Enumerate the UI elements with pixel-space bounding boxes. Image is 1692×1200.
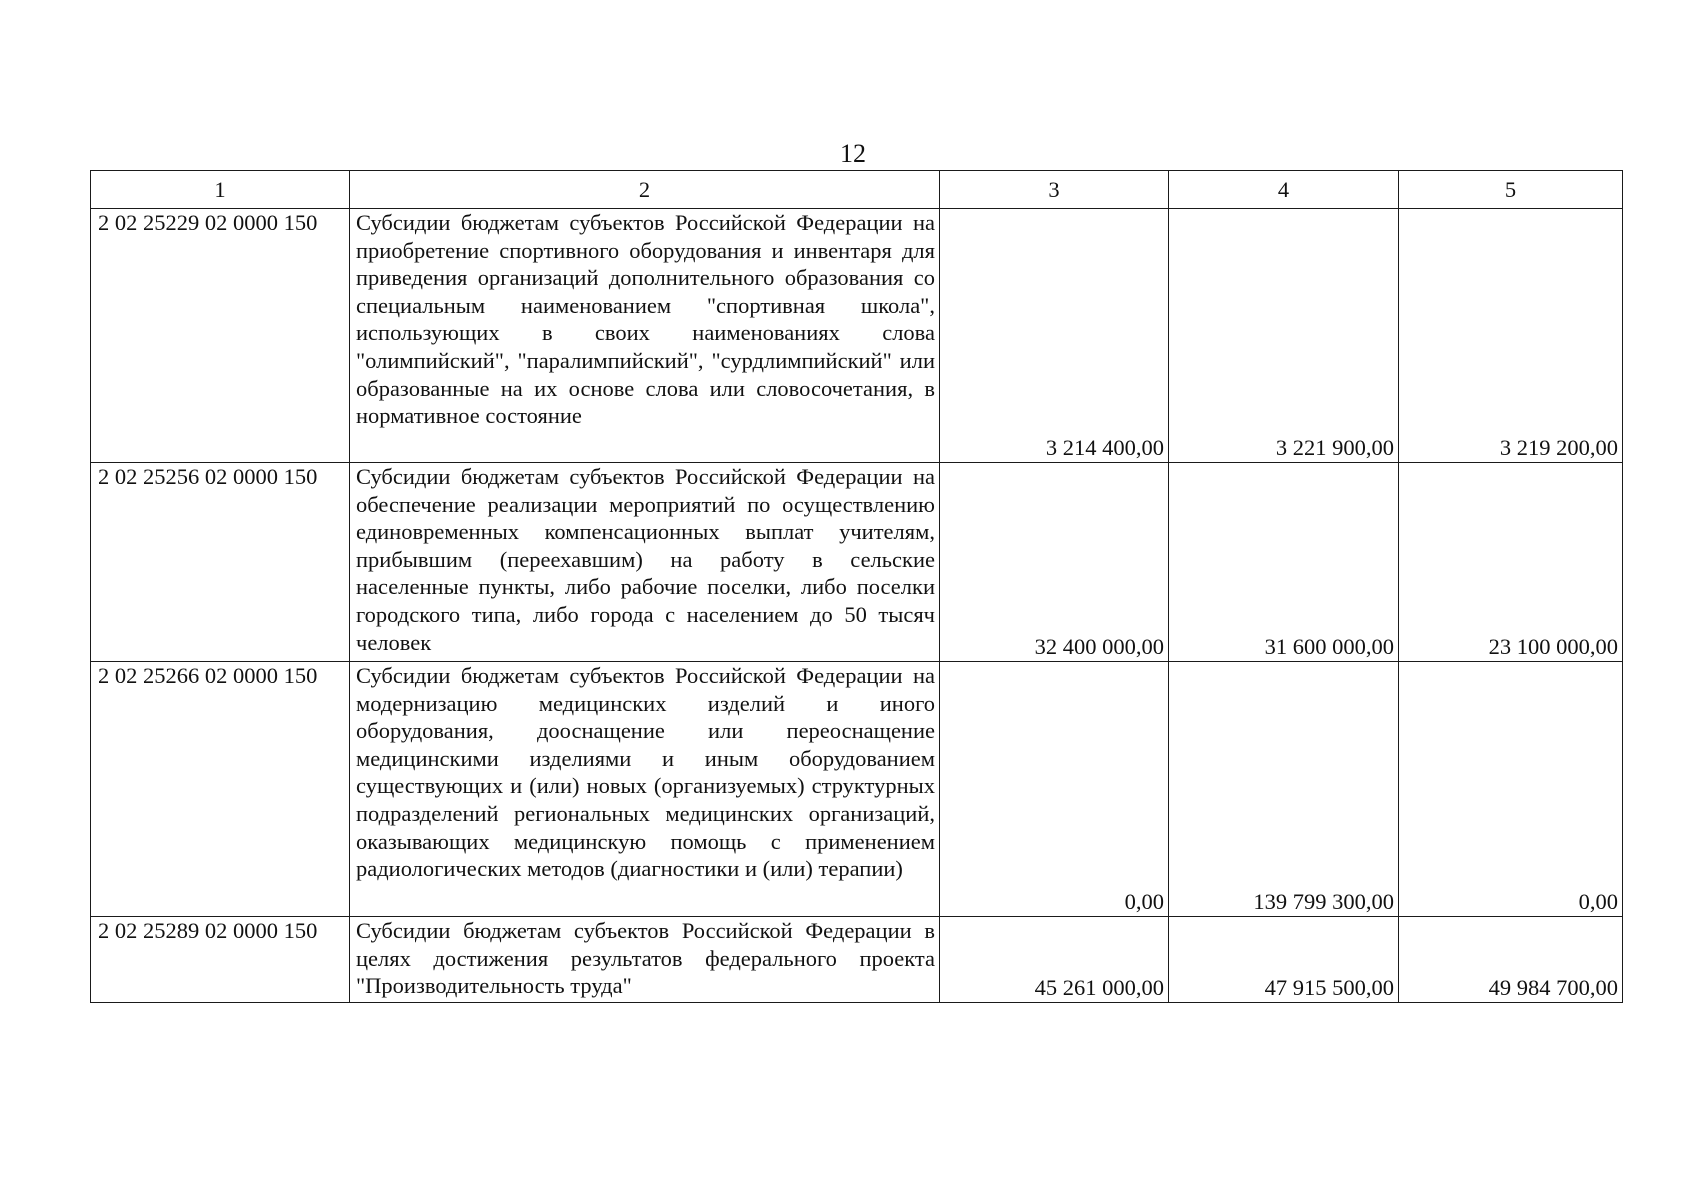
column-header-3: 3 [940, 171, 1169, 209]
table-header-row [91, 171, 1623, 209]
amount-col3: 32 400 000,00 [940, 463, 1169, 662]
item-description: Субсидии бюджетам субъектов Российской Федерации в целях достижения результатов федерального проекта "Производительность труда" [350, 917, 940, 1003]
table-row [91, 662, 1623, 917]
amount-col4: 3 221 900,00 [1169, 209, 1399, 463]
amount-col5: 3 219 200,00 [1399, 209, 1623, 463]
table-row [91, 917, 1623, 1003]
column-header-2: 2 [350, 171, 940, 209]
amount-col5: 23 100 000,00 [1399, 463, 1623, 662]
column-header-1: 1 [91, 171, 350, 209]
item-description: Субсидии бюджетам субъектов Российской Федерации на модернизацию медицинских изделий и иного оборудования, дооснащение или переоснащение медицинскими изделиями и иным оборудованием существующих и (или) новых (организуемых) структурных подразделений региональных медицинских организаций, оказывающих медицинскую помощь с применением радиологических методов (диагностики и (или) терапии) [350, 662, 940, 917]
amount-col5: 49 984 700,00 [1399, 917, 1623, 1003]
budget-table [90, 170, 1623, 1003]
budget-code: 2 02 25266 02 0000 150 [91, 662, 350, 917]
table-row [91, 463, 1623, 662]
budget-code: 2 02 25289 02 0000 150 [91, 917, 350, 1003]
amount-col4: 139 799 300,00 [1169, 662, 1399, 917]
amount-col3: 45 261 000,00 [940, 917, 1169, 1003]
item-description: Субсидии бюджетам субъектов Российской Федерации на обеспечение реализации мероприятий по осуществлению единовременных компенсационных выплат учителям, прибывшим (переехавшим) на работу в сельские населенные пункты, либо рабочие поселки, либо поселки городского типа, либо города с населением до 50 тысяч человек [350, 463, 940, 662]
amount-col5: 0,00 [1399, 662, 1623, 917]
column-header-4: 4 [1169, 171, 1399, 209]
budget-code: 2 02 25229 02 0000 150 [91, 209, 350, 463]
column-header-5: 5 [1399, 171, 1623, 209]
amount-col4: 47 915 500,00 [1169, 917, 1399, 1003]
amount-col3: 3 214 400,00 [940, 209, 1169, 463]
item-description: Субсидии бюджетам субъектов Российской Федерации на приобретение спортивного оборудования и инвентаря для приведения организаций дополнительного образования со специальным наименованием "спортивная школа", использующих в своих наименованиях слова "олимпийский", "паралимпийский", "сурдлимпийский" или образованные на их основе слова или словосочетания, в нормативное состояние [350, 209, 940, 463]
amount-col4: 31 600 000,00 [1169, 463, 1399, 662]
table-row [91, 209, 1623, 463]
amount-col3: 0,00 [940, 662, 1169, 917]
budget-code: 2 02 25256 02 0000 150 [91, 463, 350, 662]
page-number: 12 [840, 139, 866, 168]
